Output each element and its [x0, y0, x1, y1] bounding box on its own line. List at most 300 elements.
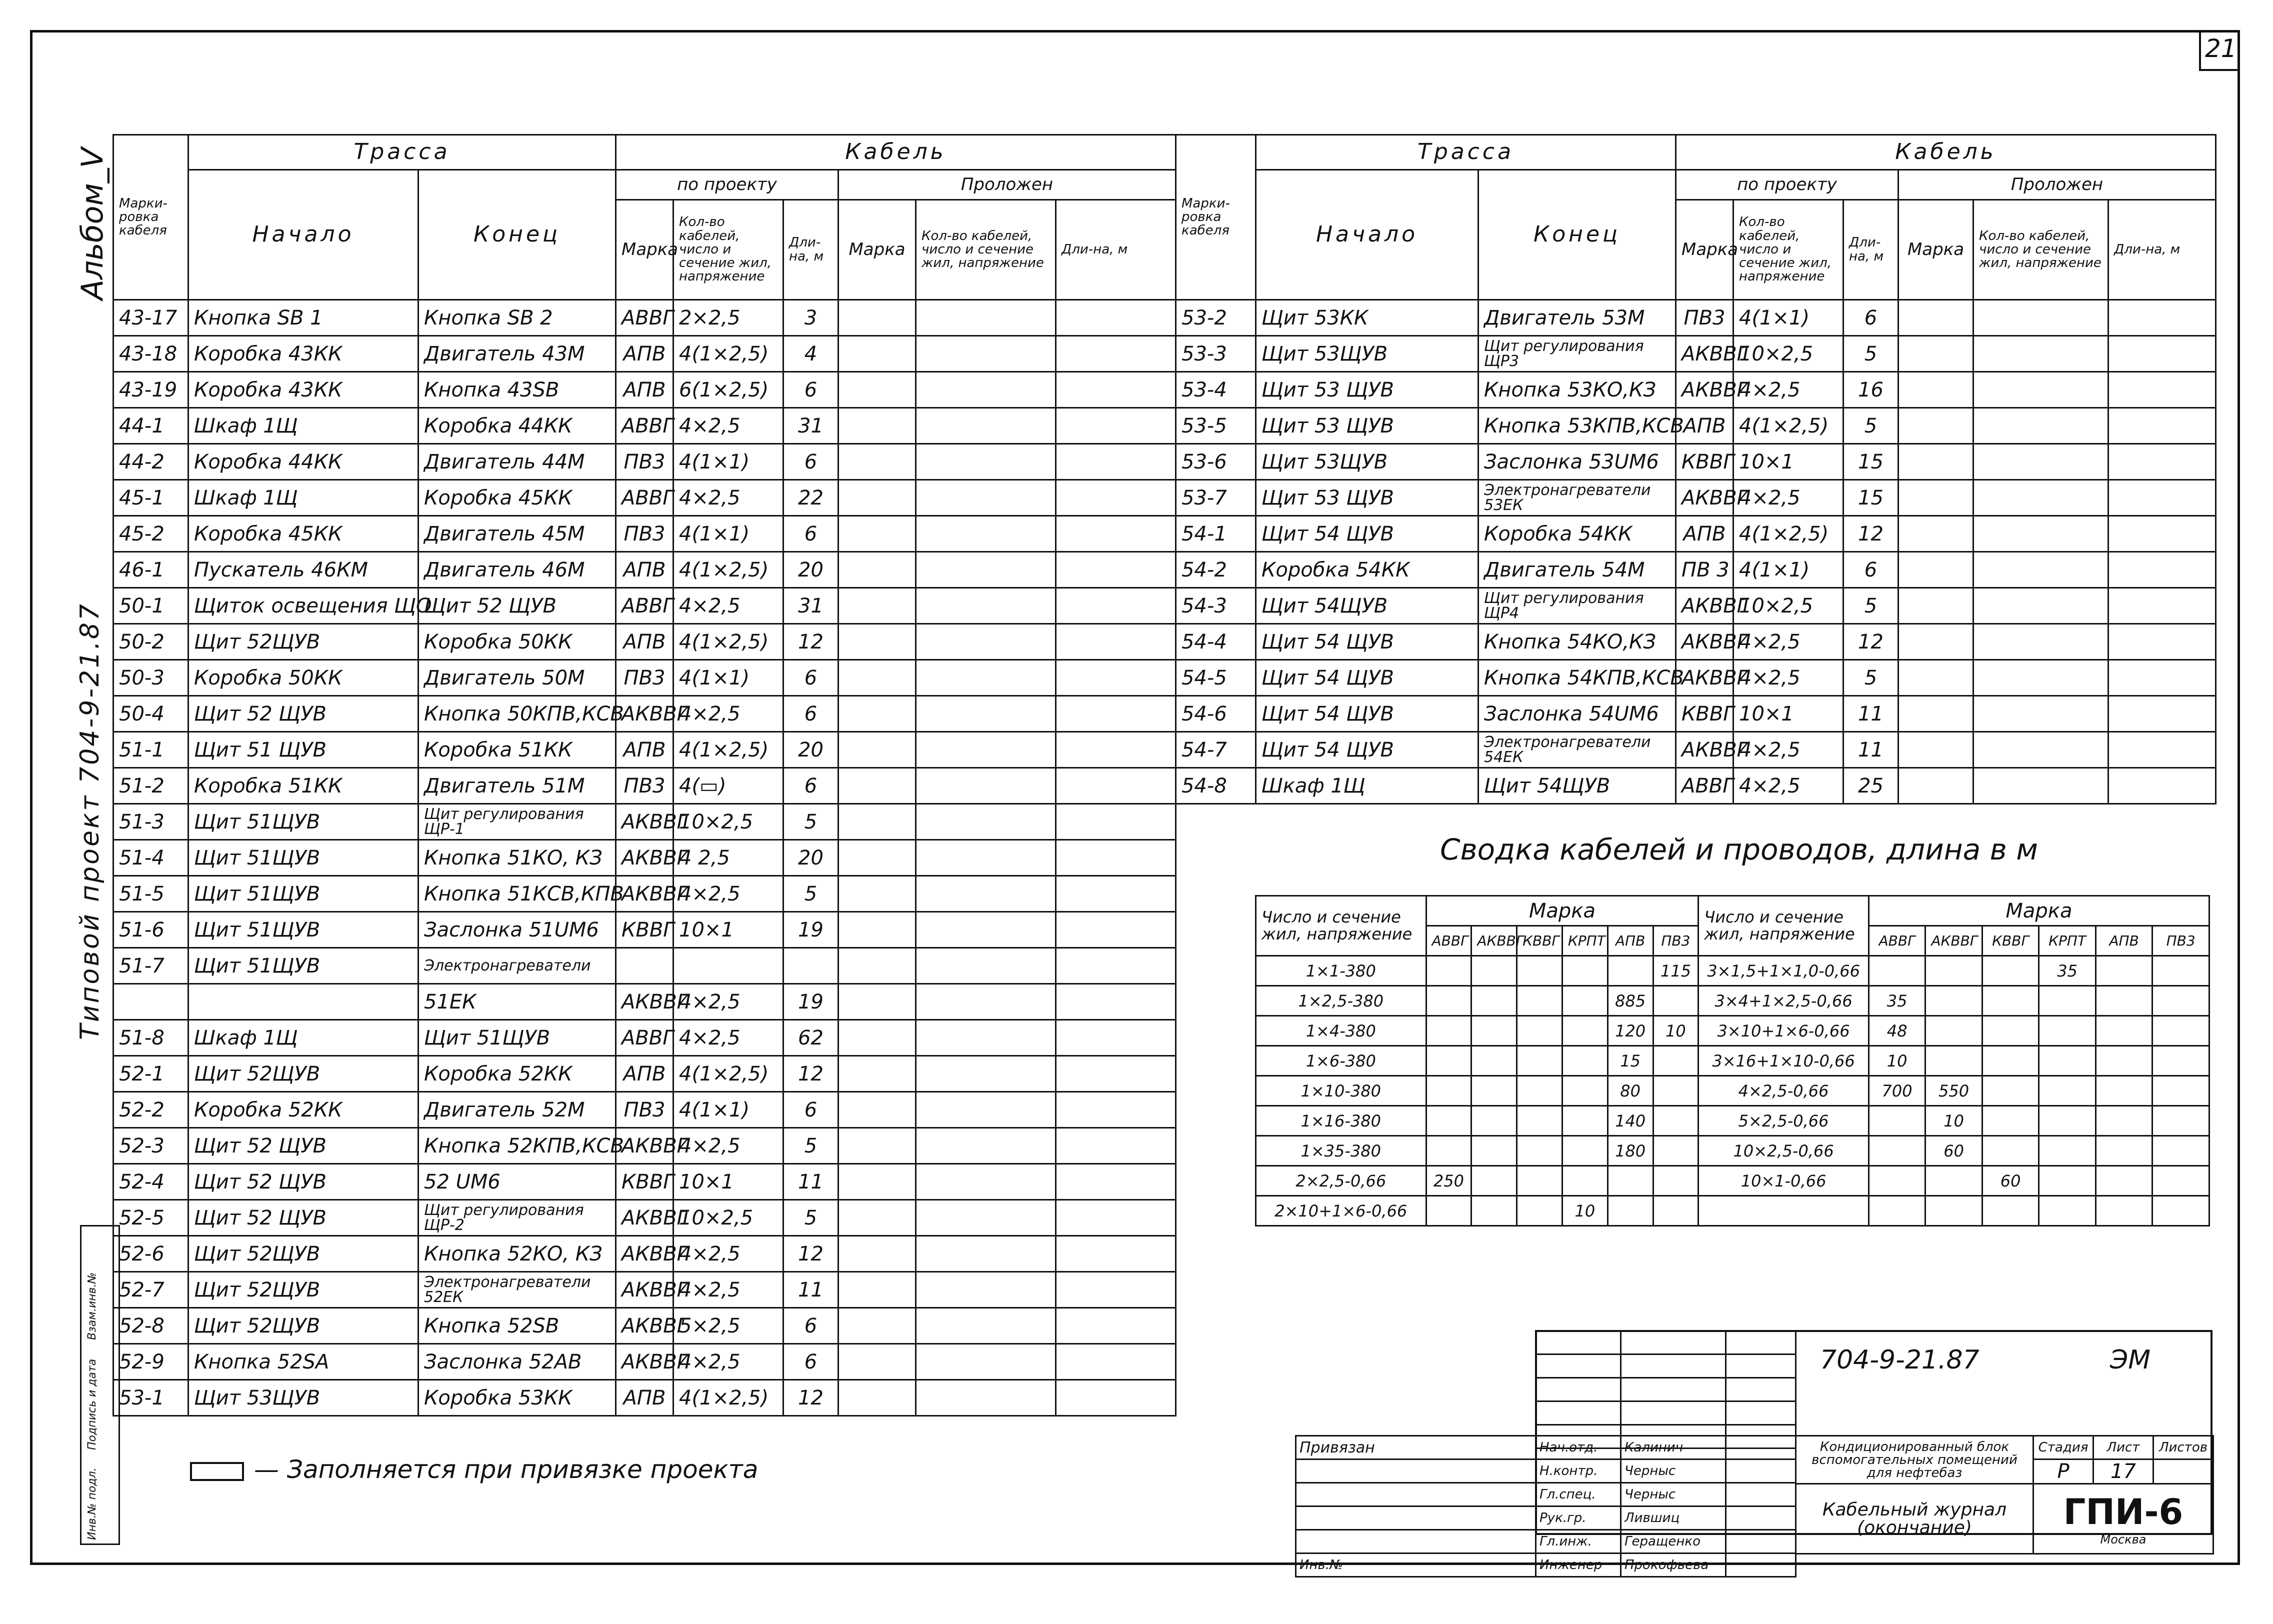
summary-value	[1982, 1016, 2039, 1046]
summary-brand: КРПТ	[2039, 926, 2096, 956]
table-row	[114, 588, 1176, 624]
summary-cores: 3×4+1×2,5-0,66	[1698, 986, 1869, 1016]
cell-laid	[1056, 1380, 1176, 1416]
cell-length: 15	[1844, 444, 1898, 480]
cell-laid	[2108, 372, 2216, 408]
stamp-empty	[1296, 1506, 1536, 1530]
summary-value	[1472, 1016, 1517, 1046]
cell-laid	[1056, 696, 1176, 732]
summary-brand: ПВ3	[2152, 926, 2210, 956]
stamp-person: Геращенко	[1621, 1530, 1726, 1554]
cell-length: 5	[784, 1200, 838, 1236]
summary-cores: 1×35-380	[1256, 1136, 1426, 1166]
cell-brand: АВВГ	[616, 300, 674, 336]
stamp-right	[1795, 1435, 2214, 1554]
cell-laid	[838, 696, 916, 732]
summary-value	[2152, 986, 2210, 1016]
cell-laid	[838, 516, 916, 552]
summary-value	[1562, 1106, 1608, 1136]
cell-laid	[916, 1128, 1056, 1164]
summary-value	[1982, 1106, 2039, 1136]
summary-row	[1256, 1076, 2210, 1106]
cell-cores: 4(1×2,5)	[674, 336, 784, 372]
table-row	[114, 1200, 1176, 1236]
cell-start: Щит 51ЩУВ	[188, 876, 418, 912]
cell-cores: 4×2,5	[1734, 480, 1844, 516]
cell-cores: 4(1×1)	[674, 444, 784, 480]
table-row	[114, 732, 1176, 768]
summary-value	[1517, 1136, 1562, 1166]
cell-cores: 4×2,5	[674, 696, 784, 732]
cell-laid	[2108, 624, 2216, 660]
end-header-r: Конец	[1478, 170, 1676, 300]
cell-mark: 54-6	[1176, 696, 1256, 732]
cell-end: Щит регулирования ЩР-1	[418, 804, 616, 840]
cell-laid	[1974, 660, 2108, 696]
stamp-city: Москва	[2100, 1532, 2146, 1546]
table-row	[114, 300, 1176, 336]
cell-laid	[1056, 480, 1176, 516]
summary-value	[1472, 986, 1517, 1016]
cell-end: Кнопка 51КО, КЗ	[418, 840, 616, 876]
cell-cores: 10×1	[674, 1164, 784, 1200]
cell-brand: АКВВГ	[1676, 372, 1734, 408]
cell-cores: 10×2,5	[674, 1200, 784, 1236]
cell-brand: ПВ3	[616, 660, 674, 696]
cell-length: 6	[1844, 300, 1898, 336]
cell-laid	[838, 300, 916, 336]
cell-end: Щит регулирования ЩР3	[1478, 336, 1676, 372]
cell-brand: АВВГ	[616, 408, 674, 444]
stamp-person: Черныс	[1621, 1483, 1726, 1506]
cell-end: 52 UМ6	[418, 1164, 616, 1200]
cell-laid	[1898, 408, 1974, 444]
length-header: Дли-на, м	[784, 200, 838, 300]
cell-start: Щит 53КК	[1256, 300, 1478, 336]
summary-row	[1256, 1046, 2210, 1076]
cell-laid	[916, 1092, 1056, 1128]
cell-brand: АКВВГ	[616, 1236, 674, 1272]
summary-row	[1256, 1196, 2210, 1226]
cell-end: Коробка 45КК	[418, 480, 616, 516]
cell-length: 12	[784, 1236, 838, 1272]
summary-value: 35	[1868, 986, 1926, 1016]
cell-length: 31	[784, 588, 838, 624]
cell-brand: АКВВГ	[616, 804, 674, 840]
table-row	[1176, 480, 2216, 516]
by-project-header: по проекту	[616, 170, 838, 200]
summary-value	[1868, 1136, 1926, 1166]
summary-value	[1517, 1106, 1562, 1136]
cell-laid	[2108, 768, 2216, 804]
summary-value	[1562, 1046, 1608, 1076]
cell-cores: 4(1×1)	[674, 1092, 784, 1128]
laid-length-header-r: Дли-на, м	[2108, 200, 2216, 300]
cell-start: Щит 53 ЩУВ	[1256, 480, 1478, 516]
cell-mark: 53-6	[1176, 444, 1256, 480]
cell-laid	[1898, 516, 1974, 552]
summary-value	[1653, 1106, 1698, 1136]
cell-cores: 10×1	[1734, 444, 1844, 480]
cell-brand: АКВВГ	[616, 1128, 674, 1164]
table-row	[114, 1092, 1176, 1128]
cell-laid	[1056, 876, 1176, 912]
table-row	[1176, 408, 2216, 444]
summary-value	[1472, 1196, 1517, 1226]
cell-mark: 54-8	[1176, 768, 1256, 804]
stamp-person: Лившиц	[1621, 1506, 1726, 1530]
summary-value: 140	[1608, 1106, 1653, 1136]
cell-end: Кнопка SB 2	[418, 300, 616, 336]
summary-value	[1562, 956, 1608, 986]
cell-length: 19	[784, 912, 838, 948]
summary-value	[2096, 986, 2152, 1016]
cell-brand: ПВ3	[616, 768, 674, 804]
cell-length: 19	[784, 984, 838, 1020]
cell-mark: 51-8	[114, 1020, 188, 1056]
table-row	[1176, 372, 2216, 408]
cell-length: 12	[784, 1056, 838, 1092]
cell-laid	[838, 1380, 916, 1416]
cell-length: 6	[784, 1092, 838, 1128]
cell-cores: 4×2,5	[1734, 372, 1844, 408]
summary-value	[1982, 1136, 2039, 1166]
cell-mark: 52-4	[114, 1164, 188, 1200]
cell-end: Электронагреватели 52ЕК	[418, 1272, 616, 1308]
summary-value	[1653, 986, 1698, 1016]
cell-laid	[1056, 660, 1176, 696]
cell-cores: 4×2,5	[674, 480, 784, 516]
summary-value	[1517, 1076, 1562, 1106]
cell-length: 22	[784, 480, 838, 516]
cell-start: Шкаф 1Щ	[188, 480, 418, 516]
cell-start: Коробка 45КК	[188, 516, 418, 552]
summary-value	[2152, 1196, 2210, 1226]
summary-brand: АВВГ	[1868, 926, 1926, 956]
summary-value	[1426, 1106, 1472, 1136]
cell-laid	[838, 1308, 916, 1344]
summary-value: 885	[1608, 986, 1653, 1016]
cell-end: Заслонка 52АВ	[418, 1344, 616, 1380]
cell-laid	[838, 588, 916, 624]
stamp-signature	[1726, 1460, 1796, 1483]
cell-start: Щит 51ЩУВ	[188, 804, 418, 840]
cell-mark: 51-7	[114, 948, 188, 984]
cell-laid	[916, 696, 1056, 732]
cell-laid	[916, 408, 1056, 444]
cable-header: Кабель	[616, 135, 1176, 170]
cell-laid	[838, 1056, 916, 1092]
cell-brand: ПВ3	[616, 1092, 674, 1128]
summary-brand: КВВГ	[1517, 926, 1562, 956]
cell-laid	[2108, 552, 2216, 588]
summary-value	[2039, 1166, 2096, 1196]
cell-laid	[916, 1200, 1056, 1236]
cell-mark: 53-5	[1176, 408, 1256, 444]
summary-value	[1926, 1046, 1982, 1076]
cell-mark: 52-5	[114, 1200, 188, 1236]
cell-laid	[838, 840, 916, 876]
table-row	[114, 984, 1176, 1020]
stamp-signature	[1726, 1506, 1796, 1530]
cell-end: Щит 52 ЩУВ	[418, 588, 616, 624]
cell-start: Коробка 43КК	[188, 372, 418, 408]
summary-value	[1653, 1166, 1698, 1196]
summary-value: 115	[1653, 956, 1698, 986]
cable-journal-left	[112, 134, 1176, 1416]
cell-laid	[1056, 768, 1176, 804]
summary-cores: 3×10+1×6-0,66	[1698, 1016, 1869, 1046]
cell-laid	[916, 516, 1056, 552]
summary-value	[1426, 1196, 1472, 1226]
cell-laid	[2108, 696, 2216, 732]
cell-laid	[1898, 552, 1974, 588]
cell-laid	[916, 1056, 1056, 1092]
cell-start: Коробка 52КК	[188, 1092, 418, 1128]
cell-cores: 10×2,5	[1734, 336, 1844, 372]
cell-cores: 4(1×2,5)	[674, 552, 784, 588]
table-row	[1176, 336, 2216, 372]
summary-value	[1868, 1106, 1926, 1136]
route-header-r: Трасса	[1256, 135, 1676, 170]
cell-cores: 4×2,5	[674, 1128, 784, 1164]
cell-laid	[838, 372, 916, 408]
cell-laid	[2108, 588, 2216, 624]
cell-brand: АКВВГ	[616, 1272, 674, 1308]
cell-cores: 4×2,5	[674, 1020, 784, 1056]
cell-start: Щиток освещения ЩО	[188, 588, 418, 624]
summary-value	[2039, 1076, 2096, 1106]
cell-end: Коробка 52КК	[418, 1056, 616, 1092]
cell-start: Щит 52 ЩУВ	[188, 1200, 418, 1236]
left-strip-replace: Взам.инв.№	[86, 1272, 98, 1340]
summary-table	[1255, 895, 2210, 1226]
cable-journal-right	[1175, 134, 2216, 804]
cell-laid	[1898, 660, 1974, 696]
laid-header-r: Проложен	[1898, 170, 2216, 200]
cell-length: 20	[784, 840, 838, 876]
cell-laid	[916, 1164, 1056, 1200]
left-strip-inv: Инв.№ подл.	[86, 1468, 98, 1540]
table-row	[1176, 624, 2216, 660]
cell-laid	[916, 876, 1056, 912]
stamp-bound: Привязан	[1296, 1436, 1536, 1460]
summary-brand: АКВВГ	[1926, 926, 1982, 956]
summary-value	[2152, 1016, 2210, 1046]
cell-laid	[1974, 300, 2108, 336]
cell-length: 6	[784, 516, 838, 552]
summary-value	[1472, 1106, 1517, 1136]
cell-cores: 4 2,5	[674, 840, 784, 876]
table-row	[1176, 768, 2216, 804]
table-row	[114, 912, 1176, 948]
cell-laid	[916, 1344, 1056, 1380]
cell-cores: 4(1×1)	[1734, 300, 1844, 336]
cell-start: Щит 54 ЩУВ	[1256, 516, 1478, 552]
stamp-object: Кондиционированный блок вспомогательных помещений для нефтебаз	[1796, 1436, 2034, 1484]
summary-cores: 1×1-380	[1256, 956, 1426, 986]
stamp-person: Прокофьева	[1621, 1554, 1726, 1577]
summary-value	[2096, 956, 2152, 986]
table-row	[114, 768, 1176, 804]
cell-start: Щит 53ЩУВ	[1256, 336, 1478, 372]
cell-laid	[1974, 588, 2108, 624]
cell-brand	[616, 948, 674, 984]
cell-laid	[1898, 372, 1974, 408]
cell-start: Щит 52 ЩУВ	[188, 696, 418, 732]
summary-value: 60	[1926, 1136, 1982, 1166]
cell-laid	[2108, 336, 2216, 372]
summary-value	[2152, 1046, 2210, 1076]
summary-cores: 2×2,5-0,66	[1256, 1166, 1426, 1196]
cell-brand: АВВГ	[616, 480, 674, 516]
cell-laid	[916, 444, 1056, 480]
stamp-person: Калинич	[1621, 1436, 1726, 1460]
cell-cores: 4×2,5	[674, 588, 784, 624]
summary-value	[1982, 986, 2039, 1016]
stamp-role-row	[1296, 1506, 1796, 1530]
cell-cores: 4(1×1)	[674, 516, 784, 552]
cell-mark: 51-2	[114, 768, 188, 804]
summary-value	[1517, 1046, 1562, 1076]
cell-start: Коробка 50КК	[188, 660, 418, 696]
summary-value	[1562, 1076, 1608, 1106]
cell-length: 5	[784, 1128, 838, 1164]
summary-value	[1868, 956, 1926, 986]
summary-value	[1426, 956, 1472, 986]
cell-mark: 54-2	[1176, 552, 1256, 588]
summary-value	[1653, 1196, 1698, 1226]
cell-laid	[838, 804, 916, 840]
cell-laid	[1056, 588, 1176, 624]
summary-value	[1653, 1046, 1698, 1076]
cell-end: Кнопка 53КО,КЗ	[1478, 372, 1676, 408]
cell-end: Кнопка 50КПВ,КСВ	[418, 696, 616, 732]
cell-laid	[1056, 408, 1176, 444]
cell-mark: 44-1	[114, 408, 188, 444]
cell-brand: АПВ	[616, 732, 674, 768]
cell-length: 6	[784, 372, 838, 408]
summary-value: 60	[1982, 1166, 2039, 1196]
summary-row	[1256, 956, 2210, 986]
summary-value	[1562, 986, 1608, 1016]
cell-laid	[1056, 1272, 1176, 1308]
cell-brand: АКВВГ	[1676, 336, 1734, 372]
table-row	[114, 408, 1176, 444]
cell-end: Щит 51ЩУВ	[418, 1020, 616, 1056]
cell-length: 6	[1844, 552, 1898, 588]
summary-title: Сводка кабелей и проводов, длина в м	[1440, 832, 2038, 866]
cell-mark: 53-7	[1176, 480, 1256, 516]
laid-length-header: Дли-на, м	[1056, 200, 1176, 300]
summary-value: 15	[1608, 1046, 1653, 1076]
cell-end: Электронагреватели 53ЕК	[1478, 480, 1676, 516]
cell-length: 5	[1844, 336, 1898, 372]
stamp-role: Инженер	[1536, 1554, 1621, 1577]
brand-header: Марка	[616, 200, 674, 300]
cell-laid	[838, 876, 916, 912]
cell-cores: 4(1×1)	[674, 660, 784, 696]
cell-cores: 4(1×2,5)	[1734, 408, 1844, 444]
cell-laid	[1056, 516, 1176, 552]
summary-cores: 1×16-380	[1256, 1106, 1426, 1136]
stamp-role: Рук.гр.	[1536, 1506, 1621, 1530]
summary-value	[1517, 1016, 1562, 1046]
cell-laid	[916, 480, 1056, 516]
cell-length: 25	[1844, 768, 1898, 804]
summary-brand-label: Марка	[1426, 896, 1698, 926]
cell-end: Двигатель 46М	[418, 552, 616, 588]
summary-value	[2152, 1076, 2210, 1106]
table-row	[114, 372, 1176, 408]
cell-start: Кнопка SB 1	[188, 300, 418, 336]
cell-mark: 50-1	[114, 588, 188, 624]
cell-end: Двигатель 44М	[418, 444, 616, 480]
cell-end: Двигатель 53М	[1478, 300, 1676, 336]
summary-value: 10	[1926, 1106, 1982, 1136]
length-header-r: Дли-на, м	[1844, 200, 1898, 300]
cell-laid	[916, 840, 1056, 876]
table-row	[114, 1164, 1176, 1200]
cell-start: Щит 52ЩУВ	[188, 1056, 418, 1092]
cell-laid	[1974, 732, 2108, 768]
table-row	[114, 1236, 1176, 1272]
cell-mark: 52-3	[114, 1128, 188, 1164]
summary-cores: 1×6-380	[1256, 1046, 1426, 1076]
cell-end: Двигатель 50М	[418, 660, 616, 696]
laid-cores-header-r: Кол-во кабелей, число и сечение жил, напряжение	[1974, 200, 2108, 300]
summary-value: 120	[1608, 1016, 1653, 1046]
laid-brand-header: Марка	[838, 200, 916, 300]
cell-end: Коробка 44КК	[418, 408, 616, 444]
summary-value: 35	[2039, 956, 2096, 986]
summary-value	[2096, 1046, 2152, 1076]
table-row	[114, 480, 1176, 516]
summary-value: 10	[1562, 1196, 1608, 1226]
cell-mark: 43-17	[114, 300, 188, 336]
cell-start: Коробка 54КК	[1256, 552, 1478, 588]
cell-length: 5	[1844, 588, 1898, 624]
cell-mark: 53-2	[1176, 300, 1256, 336]
cell-laid	[1974, 480, 2108, 516]
cell-mark: 45-2	[114, 516, 188, 552]
cell-laid	[1974, 444, 2108, 480]
placeholder-box-icon	[190, 1462, 244, 1481]
summary-value	[1426, 1076, 1472, 1106]
summary-value	[1426, 1016, 1472, 1046]
cell-start: Щит 51ЩУВ	[188, 840, 418, 876]
table-row	[1176, 660, 2216, 696]
cell-brand: АКВВГ	[1676, 732, 1734, 768]
summary-value	[1608, 1196, 1653, 1226]
table-row	[114, 1020, 1176, 1056]
cell-cores: 4×2,5	[674, 408, 784, 444]
summary-value	[1517, 986, 1562, 1016]
cell-laid	[1974, 696, 2108, 732]
stamp-role: Гл.инж.	[1536, 1530, 1621, 1554]
cell-laid	[838, 1272, 916, 1308]
cell-laid	[1056, 1236, 1176, 1272]
cell-mark: 54-5	[1176, 660, 1256, 696]
cell-length: 12	[784, 624, 838, 660]
summary-cores: 1×4-380	[1256, 1016, 1426, 1046]
summary-cores: 1×10-380	[1256, 1076, 1426, 1106]
laid-cores-header: Кол-во кабелей, число и сечение жил, напряжение	[916, 200, 1056, 300]
cell-laid	[838, 1092, 916, 1128]
summary-value	[1926, 1196, 1982, 1226]
cell-start: Щит 52ЩУВ	[188, 1308, 418, 1344]
cell-end: Щит регулирования ЩР-2	[418, 1200, 616, 1236]
